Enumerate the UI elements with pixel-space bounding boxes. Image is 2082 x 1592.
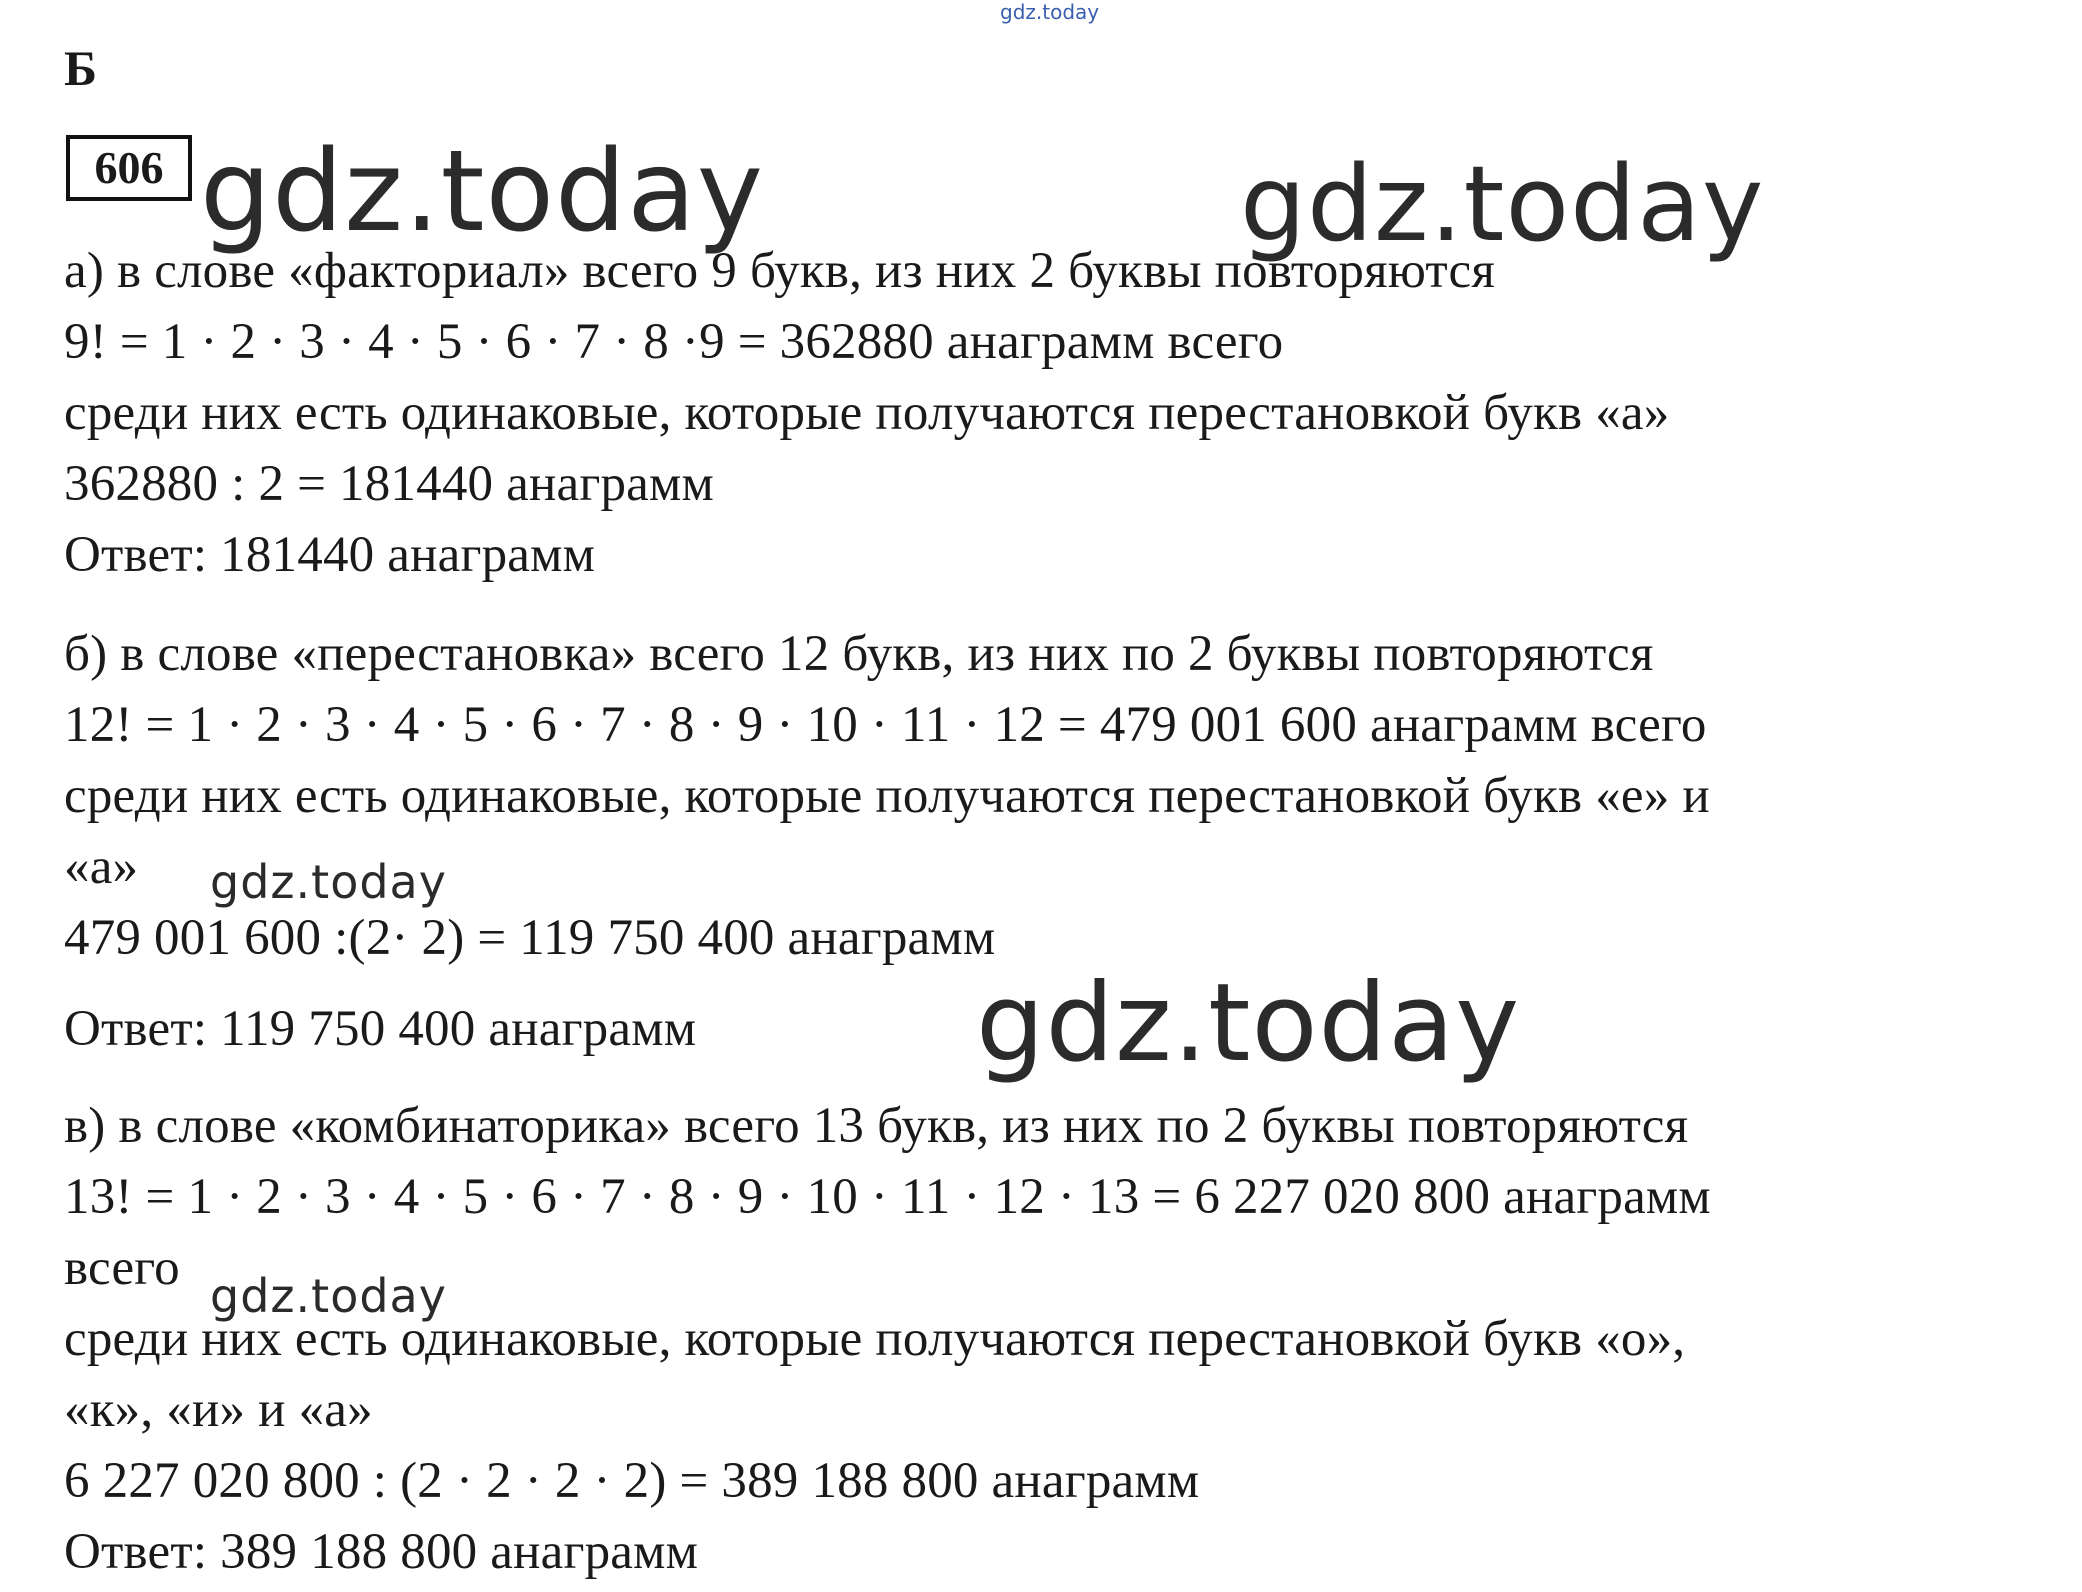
part-a-division: 362880 : 2 = 181440 анаграмм xyxy=(64,456,714,512)
watermark-small-2: gdz.today xyxy=(210,1269,447,1323)
part-a-factorial: 9! = 1 · 2 · 3 · 4 · 5 · 6 · 7 · 8 ·9 = 362880 анаграмм всего xyxy=(64,314,1284,370)
part-a-note: среди них есть одинаковые, которые получаются перестановкой букв «а» xyxy=(64,385,1670,441)
watermark-large-2: gdz.today xyxy=(1240,143,1765,265)
task-number-box: 606 xyxy=(66,135,192,201)
part-c-note: среди них есть одинаковые, которые получаются перестановкой букв «о», xyxy=(64,1311,1686,1367)
part-a-answer: Ответ: 181440 анаграмм xyxy=(64,527,596,583)
part-a-statement: а) в слове «факториал» всего 9 букв, из них 2 буквы повторяются xyxy=(64,243,1495,299)
part-b-note: среди них есть одинаковые, которые получаются перестановкой букв «е» и xyxy=(64,768,1710,824)
part-b-statement: б) в слове «перестановка» всего 12 букв, из них по 2 буквы повторяются xyxy=(64,626,1654,682)
watermark-large-1: gdz.today xyxy=(200,127,765,257)
part-c-factorial-cont: всего xyxy=(64,1240,180,1296)
part-b-division: 479 001 600 :(2· 2) = 119 750 400 анаграмм xyxy=(64,910,996,966)
part-c-answer: Ответ: 389 188 800 анаграмм xyxy=(64,1524,699,1580)
part-b-note-cont: «а» xyxy=(64,839,139,895)
part-b-factorial: 12! = 1 · 2 · 3 · 4 · 5 · 6 · 7 · 8 · 9 · 10 · 11 · 12 = 479 001 600 анаграмм всего xyxy=(64,697,1707,753)
part-c-statement: в) в слове «комбинаторика» всего 13 букв, из них по 2 буквы повторяются xyxy=(64,1098,1689,1154)
part-c-note-cont: «к», «и» и «а» xyxy=(64,1382,373,1438)
section-letter: Б xyxy=(64,40,98,96)
part-c-factorial: 13! = 1 · 2 · 3 · 4 · 5 · 6 · 7 · 8 · 9 · 10 · 11 · 12 · 13 = 6 227 020 800 анаграмм xyxy=(64,1169,1711,1225)
watermark-top: gdz.today xyxy=(1000,0,1100,24)
part-c-division: 6 227 020 800 : (2 · 2 · 2 · 2) = 389 188 800 анаграмм xyxy=(64,1453,1200,1509)
watermark-large-3: gdz.today xyxy=(976,961,1521,1086)
watermark-small-1: gdz.today xyxy=(210,855,447,909)
part-b-answer: Ответ: 119 750 400 анаграмм xyxy=(64,1001,697,1057)
